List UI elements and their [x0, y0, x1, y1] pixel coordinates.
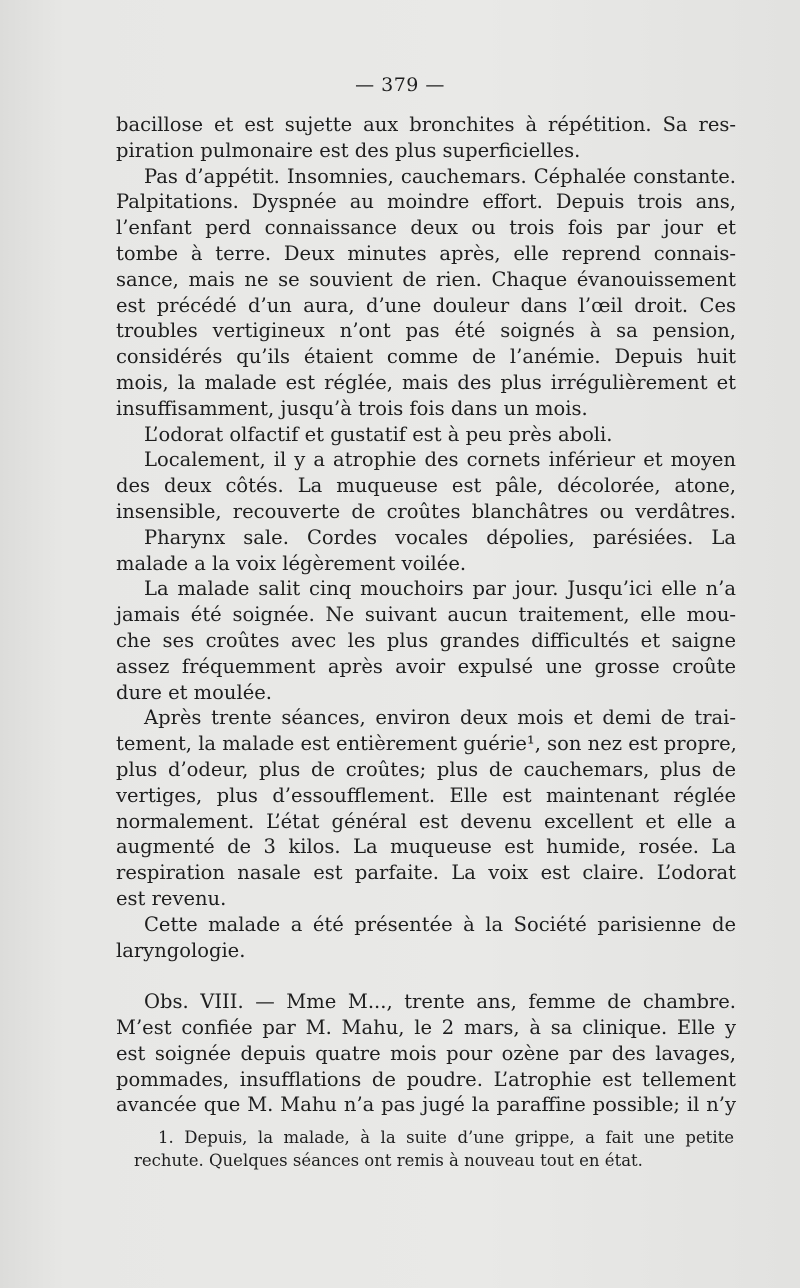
- text-line: sance, mais ne se souvient de rien. Chaque évanouissement: [116, 267, 736, 291]
- footnote-line: 1. Depuis, la malade, à la suite d’une grippe, a fait une petite: [158, 1128, 734, 1147]
- body-text: [116, 112, 736, 1118]
- text-line: augmenté de 3 kilos. La muqueuse est humide, rosée. La: [116, 835, 736, 859]
- text-line: plus d’odeur, plus de croûtes; plus de cauchemars, plus de: [116, 757, 736, 781]
- text-line: M’est confiée par M. Mahu, le 2 mars, à sa clinique. Elle y: [116, 1016, 736, 1040]
- text-line: vertiges, plus d’essoufflement. Elle est maintenant réglée: [116, 783, 736, 807]
- text-line: est soignée depuis quatre mois pour ozène par des lavages,: [116, 1041, 736, 1065]
- text-line: normalement. L’état général est devenu excellent et elle a: [116, 809, 736, 833]
- text-line: laryngologie.: [116, 938, 246, 962]
- text-line: Pas d’appétit. Insomnies, cauchemars. Céphalée constante.: [144, 164, 736, 188]
- page-number: — 379 —: [355, 74, 445, 96]
- text-line: considérés qu’ils étaient comme de l’anémie. Depuis huit: [116, 345, 736, 369]
- text-line: che ses croûtes avec les plus grandes difficultés et saigne: [116, 628, 736, 652]
- text-line: troubles vertigineux n’ont pas été soignés à sa pension,: [116, 319, 736, 343]
- text-line: l’enfant perd connaissance deux ou trois fois par jour et: [116, 216, 736, 240]
- text-line: tement, la malade est entièrement guérie¹, son nez est propre,: [116, 732, 737, 756]
- text-line: bacillose et est sujette aux bronchites à répétition. Sa res-: [116, 113, 736, 136]
- observation-heading-line: Obs. VIII. — Mme M..., trente ans, femme de chambre.: [144, 990, 736, 1014]
- text-line: avancée que M. Mahu n’a pas jugé la paraffine possible; il n’y: [116, 1093, 736, 1117]
- text-line: des deux côtés. La muqueuse est pâle, décolorée, atone,: [116, 474, 736, 498]
- text-line: dure et moulée.: [116, 680, 272, 704]
- text-line: malade a la voix légèrement voilée.: [116, 551, 467, 575]
- text-line: Cette malade a été présentée à la Société parisienne de: [144, 912, 736, 936]
- text-line: Localement, il y a atrophie des cornets inférieur et moyen: [144, 448, 736, 472]
- text-line: pommades, insufflations de poudre. L’atrophie est tellement: [116, 1067, 736, 1091]
- text-line: mois, la malade est réglée, mais des plus irrégulièrement et: [116, 370, 736, 394]
- text-line: Après trente séances, environ deux mois et demi de trai-: [144, 706, 736, 730]
- text-line: respiration nasale est parfaite. La voix est claire. L’odorat: [116, 861, 736, 885]
- text-line: est précédé d’un aura, d’une douleur dans l’œil droit. Ces: [116, 293, 736, 317]
- text-line: piration pulmonaire est des plus superficielles.: [116, 138, 581, 162]
- text-line: insuffisamment, jusqu’à trois fois dans un mois.: [116, 396, 588, 420]
- text-line: tombe à terre. Deux minutes après, elle reprend connais-: [116, 241, 736, 265]
- paragraph-gap: [116, 963, 736, 989]
- text-line: assez fréquemment après avoir expulsé une grosse croûte: [116, 654, 736, 678]
- text-line: Pharynx sale. Cordes vocales dépolies, parésiées. La: [144, 525, 736, 549]
- text-line: L’odorat olfactif et gustatif est à peu près aboli.: [144, 422, 613, 446]
- text-line: jamais été soignée. Ne suivant aucun traitement, elle mou-: [116, 603, 736, 627]
- footnote: [134, 1126, 734, 1172]
- text-line: Palpitations. Dyspnée au moindre effort. Depuis trois ans,: [116, 190, 736, 214]
- text-line: est revenu.: [116, 886, 227, 910]
- text-line: La malade salit cinq mouchoirs par jour. Jusqu’ici elle n’a: [144, 577, 736, 601]
- footnote-line: rechute. Quelques séances ont remis à nouveau tout en état.: [134, 1151, 643, 1170]
- text-line: insensible, recouverte de croûtes blanchâtres ou verdâtres.: [116, 499, 736, 523]
